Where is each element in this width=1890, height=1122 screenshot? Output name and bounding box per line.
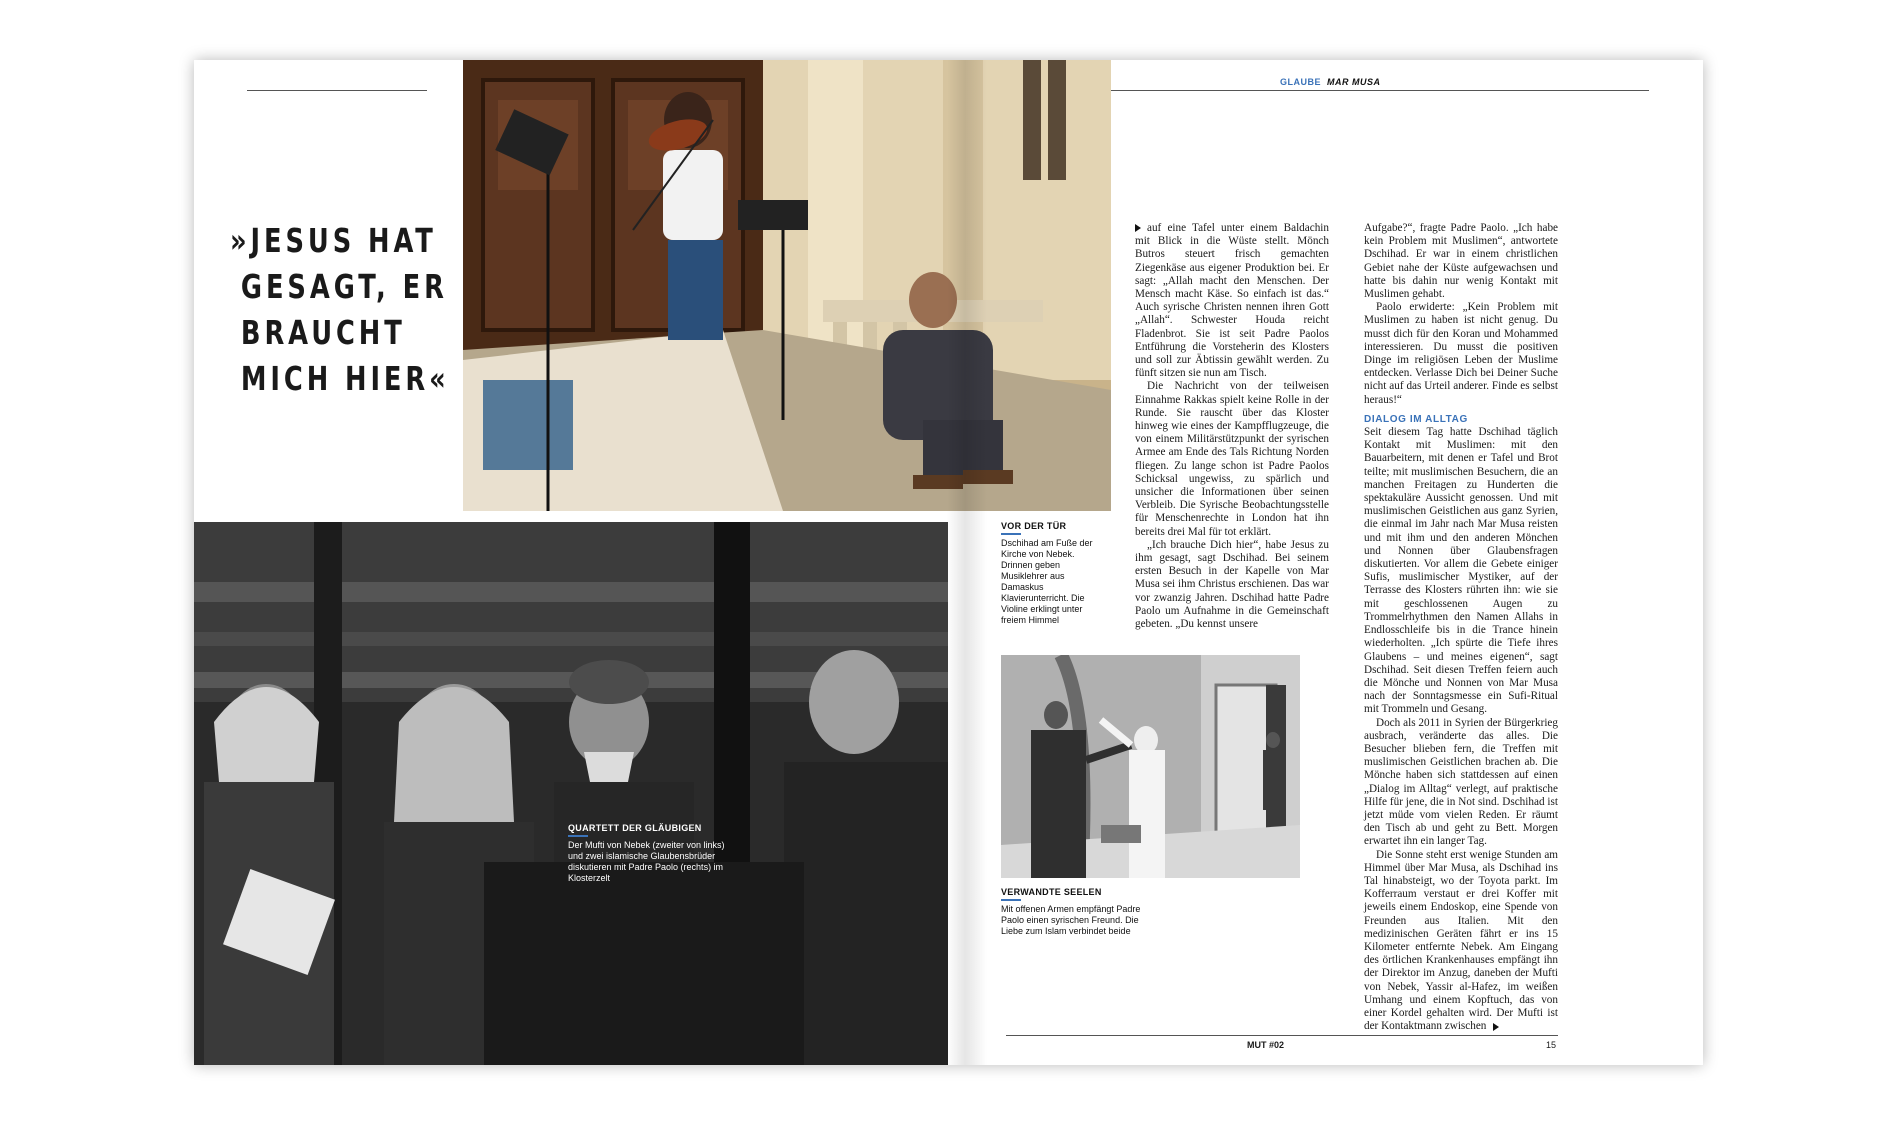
column1-paragraph-2: Die Nachricht von der teilweisen Einnahme Rakkas spielt keine Rolle in der Runde. Sie rauscht über das Kloster hinweg wie eines der Kampfflugzeuge, die von einem Militärstützpunkt der syrischen Armee am Ende des Tals Richtung Norden fliegen. Zu lange schon ist Padre Paolos Schicksal ungewiss, zu spärlich und unsicher die Informationen über seinen Verbleib. Die Syrische Beobachtungsstelle für Menschenrechte in London hat ihn bereits drei Mal für tot erklärt. (1135, 380, 1329, 538)
column2-intro-2: Paolo erwiderte: „Kein Problem mit Muslimen zu haben ist nicht genug. Du musst dich für den Koran und Mohammed interessieren. Du musst die positiven Dinge im religiösen Leben der Muslime entdecken. Verlasse Dich bei Deiner Suche nicht auf das Urteil anderer. Finde es selbst heraus!“ (1364, 301, 1558, 406)
photo-violin-door (463, 60, 1111, 511)
running-head-category: GLAUBE (1280, 77, 1321, 87)
headline-line-2: GESAGT, ER (240, 267, 448, 306)
headline-line-1: »JESUS HAT (230, 221, 437, 260)
subhead-dialog: DIALOG IM ALLTAG (1364, 413, 1468, 425)
headline-line-4: MICH HIER« (240, 359, 450, 398)
photo-embrace-image (1001, 655, 1300, 878)
photo-violin-door-image (463, 60, 1111, 511)
headline (230, 218, 450, 402)
continue-arrow-end-icon (1493, 1023, 1499, 1031)
caption-quartet-text: Der Mufti von Nebek (zweiter von links) und zwei islamische Glaubensbrüder diskutieren mit Padre Paolo (rechts) im Klosterzelt (568, 840, 725, 883)
caption-quartet (568, 823, 728, 884)
column2-body-3-text: Die Sonne steht erst wenige Stunden am Himmel über Mar Musa, als Dschihad ins Tal hinabsteigt, wo der Toyota parkt. Im Kofferraum verstaut er drei Koffer mit jeweils einem Endoskop, eine Spende von Freunden aus Italien. Mit den medizinischen Geräten fährt er ins 15 Kilometer entfernte Nebek. Am Eingang des örtlichen Krankenhauses empfängt ihn der Direktor im Anzug, daneben der Mufti von Nebek, Yassir al-Hafez, im weißen Umhang und einem Kopftuch, das von einer Kordel gehalten wird. Der Mufti ist der Kontaktmann zwischen (1364, 848, 1558, 1033)
text-column-1 (1135, 222, 1329, 631)
continue-arrow-icon (1135, 224, 1141, 232)
column2-intro-1: Aufgabe?“, fragte Padre Paolo. „Ich habe kein Problem mit Muslimen“, antwortete Dschihad. Er war in einem christlichen Gebiet nahe der Küste aufgewachsen und hatte bis dahin nur wenig Kontakt mit Muslimen gehabt. (1364, 222, 1558, 301)
header-rule-left (247, 90, 427, 91)
footer-magazine: MUT #02 (1247, 1040, 1285, 1050)
headline-line-3: BRAUCHT (240, 313, 406, 352)
magazine-spread (194, 60, 1703, 1065)
caption-door (1001, 521, 1106, 626)
column1-paragraph-1 (1135, 222, 1329, 380)
footer-page-number: 15 (1546, 1040, 1557, 1050)
photo-quartet-tent (194, 522, 948, 1065)
photo-quartet-tent-image (194, 522, 948, 1065)
caption-souls (1001, 887, 1151, 937)
caption-door-text: Dschihad am Fuße der Kirche von Nebek. Drinnen geben Musiklehrer aus Damaskus Klavierunterricht. Die Violine erklingt unter freiem Himmel (1001, 538, 1093, 625)
running-head (1280, 77, 1381, 87)
text-column-2 (1364, 222, 1558, 1033)
caption-door-title: VOR DER TÜR (1001, 521, 1106, 532)
header-rule-right (1099, 90, 1649, 91)
photo-embrace (1001, 655, 1300, 878)
column1-paragraph-3: „Ich brauche Dich hier“, habe Jesus zu ihm gesagt, sagt Dschihad. Bei seinem ersten Besuch in der Kapelle von Mar Musa sei ihm Christus erschienen. Das war vor zwanzig Jahren. Dschihad hatte Padre Paolo um Aufnahme in die Gemeinschaft gebeten. „Du kennst unsere (1135, 538, 1329, 631)
running-head-topic: MAR MUSA (1327, 77, 1381, 87)
column1-paragraph-1-text: auf eine Tafel unter einem Baldachin mit Blick in die Wüste stellt. Mönch Butros steuert frisch gemachten Ziegenkäse aus eigener Produktion bei. Er sagt: „Allah macht den Menschen. Der Mensch macht Käse. So einfach ist das.“ Auch syrische Christen nennen ihren Gott „Allah“. Schwester Houda reicht Fladenbrot. Sie ist seit Padre Paolos Entführung die Vorsteherin des Klosters und soll zur Äbtissin gewählt werden. Zu fünft sitzen sie nun am Tisch. (1135, 222, 1329, 380)
footer-rule (1006, 1035, 1558, 1036)
caption-souls-title: VERWANDTE SEELEN (1001, 887, 1151, 898)
caption-quartet-title: QUARTETT DER GLÄUBIGEN (568, 823, 728, 834)
column2-body-3 (1364, 849, 1558, 1034)
caption-souls-text: Mit offenen Armen empfängt Padre Paolo einen syrischen Freund. Die Liebe zum Islam verbindet beide (1001, 904, 1141, 936)
column2-body-1: Seit diesem Tag hatte Dschihad täglich Kontakt mit Muslimen: mit den Bauarbeitern, mit denen er Tafel und Brot teilte; mit muslimischen Besuchern, die an manchen Freitagen zu Hunderten die spektakuläre Aussicht genossen. Und mit muslimischen Geistlichen aus ganz Syrien, die einmal im Jahr nach Mar Musa reisten und mit ihm und den anderen Mönchen und Nonnen über Glaubensfragen diskutierten. Vor allem die Gebete einiger Sufis, muslimischer Mystiker, auf der Terrasse des Klosters rührten ihn: wie sie mit geschlossenen Augen zu Trommelrhythmen den Namen Allahs in Endlosschleife bis in die Trance hinein wiederholten. „Ich spürte die Tiefe ihres Glaubens – und meines eigenen“, sagt Dschihad. Seit diesen Treffen feiern auch die Mönche und Nonnen von Mar Musa nach der Sonntagsmesse ein Sufi-Ritual mit Trommeln und Gesang. (1364, 426, 1558, 716)
column2-body-2: Doch als 2011 in Syrien der Bürgerkrieg ausbrach, veränderte das alles. Die Besucher blieben fern, die Treffen mit muslimischen Geistlichen brachen ab. Die Mönche haben sich stattdessen auf einen „Dialog im Alltag“ verlegt, auf praktische Hilfe für jene, die in Not sind. Dschihad ist jetzt müde vom vielen Reden. Er räumt den Tisch ab und geht zu Bett. Morgen erwartet ihn ein langer Tag. (1364, 716, 1558, 848)
